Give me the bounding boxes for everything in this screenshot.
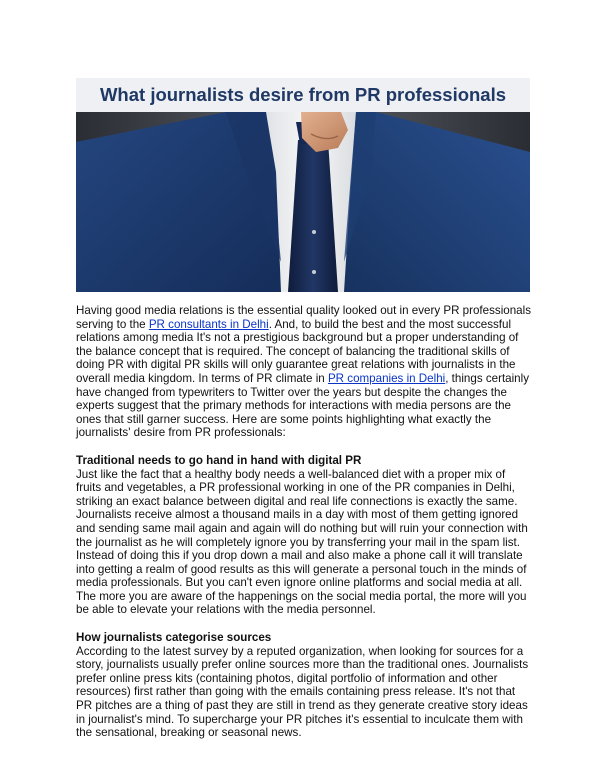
spacer — [76, 617, 532, 631]
section-heading-traditional: Traditional needs to go hand in hand with digital PR — [76, 453, 362, 467]
hero-photo — [76, 112, 530, 292]
pr-consultants-link[interactable]: PR consultants in Delhi — [148, 317, 269, 331]
intro-paragraph — [76, 304, 532, 440]
businessman-tie-illustration — [76, 112, 530, 292]
intro-text-3: , things certainly have changed from typewriters to Twitter over the years but despite the changes the experts suggest that the primary methods for interactions with media persons are the ones that still garner success. Here are some points highlighting what exactly the journalists' desire from PR professionals: — [76, 371, 530, 440]
section-heading-sources: How journalists categorise sources — [76, 631, 272, 645]
article-body — [76, 304, 532, 740]
pr-companies-link[interactable]: PR companies in Delhi — [327, 371, 446, 385]
section-body-sources: According to the latest survey by a reputed organization, when looking for sources for a story, journalists usually prefer online sources more than the traditional ones. Journalists prefer online press kits (containing photos, digital portfolio of information and other resources) first rather than going with the emails containing press release. It's not that PR pitches are a thing of past they are still in trend as they generate creative story ideas in journalist's mind. To supercharge your PR pitches it's essential to inculcate them with the sensational, breaking or seasonal news. — [76, 644, 529, 740]
title-band — [76, 78, 530, 112]
page-title: What journalists desire from PR professionals — [99, 84, 507, 105]
section-body-traditional: Just like the fact that a healthy body needs a well-balanced diet with a proper mix of fruits and vegetables, a PR professional working in one of the PR companies in Delhi, striking an exact balance between digital and real life connections is exactly the same. Journalists receive almost a thousand mails in a day with most of them getting ignored and sending same mail again and again will do nothing but will ruin your connection with the journalist as he will completely ignore you by transferring your mail in the spam list. Instead of doing this if you drop down a mail and also make a phone call it will translate into getting a realm of good results as this will generate a personal touch in the minds of media professionals. But you can't even ignore online platforms and social media at all. The more you are aware of the happenings on the social media portal, the more will you be able to elevate your relations with the media personnel. — [76, 467, 528, 617]
spacer — [76, 440, 532, 454]
intro-text-2: . And, to build the best and the most successful relations among media It's not a prestigious background but a proper understanding of the balance concept that is required. The concept of balancing the traditional skills of doing PR with digital PR skills will only guarantee great relations with journalists in the overall media kingdom. In terms of PR climate in — [76, 317, 519, 385]
intro-text-1: Having good media relations is the essential quality looked out in every PR professionals serving to the — [76, 304, 531, 331]
